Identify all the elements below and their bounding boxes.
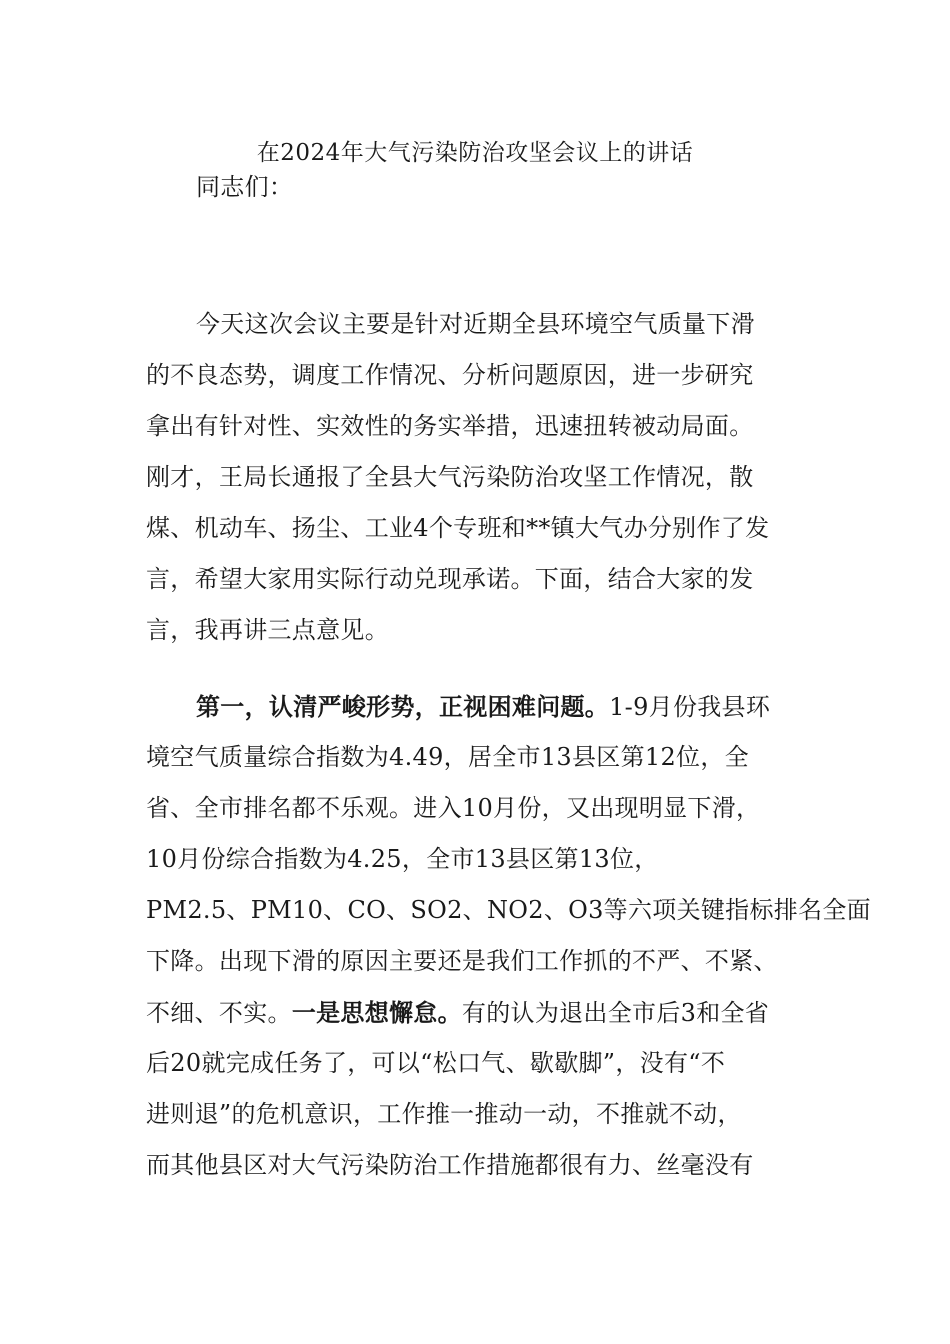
paragraph-line: 10月份综合指数为4.25，全市13县区第13位， (146, 845, 659, 873)
paragraph-line: 言，希望大家用实际行动兑现承诺。下面，结合大家的发 (146, 565, 754, 593)
sub-heading: 一是思想懈怠。 (291, 998, 462, 1027)
paragraph-line: 今天这次会议主要是针对近期全县环境空气质量下滑 (196, 310, 755, 338)
paragraph-text: 有的认为退出全市后3和全省 (461, 999, 770, 1027)
section-heading: 第一，认清严峻形势，正视困难问题。 (196, 692, 610, 721)
paragraph-line: 下降。出现下滑的原因主要还是我们工作抓的不严、不紧、 (146, 947, 778, 975)
paragraph-line: 言，我再讲三点意见。 (146, 616, 389, 644)
paragraph-line: PM2.5、PM10、CO、SO2、NO2、O3等六项关键指标排名全面 (146, 896, 871, 924)
paragraph-intro (146, 299, 806, 656)
paragraph-line: 进则退”的危机意识，工作推一推动一动，不推就不动， (146, 1100, 742, 1128)
document-title: 在2024年大气污染防治攻坚会议上的讲话 (256, 140, 694, 166)
paragraph-line: 省、全市排名都不乐观。进入10月份，又出现明显下滑， (146, 794, 761, 822)
paragraph-line: 而其他县区对大气污染防治工作措施都很有力、丝毫没有 (146, 1151, 754, 1179)
paragraph-line (146, 987, 806, 1038)
paragraph-line: 刚才，王局长通报了全县大气污染防治攻坚工作情况，散 (146, 463, 754, 491)
paragraph-line: 境空气质量综合指数为4.49，居全市13县区第12位，全 (146, 743, 749, 771)
paragraph-line: 煤、机动车、扬尘、工业4个专班和**镇大气办分别作了发 (146, 514, 770, 542)
salutation: 同志们： (196, 173, 294, 201)
paragraph-line: 后20就完成任务了，可以“松口气、歇歇脚”，没有“不 (146, 1049, 726, 1077)
paragraph-line (146, 681, 806, 732)
paragraph-first-point (146, 681, 871, 1191)
paragraph-text: 不细、不实。 (146, 999, 292, 1027)
paragraph-line: 拿出有针对性、实效性的务实举措，迅速扭转被动局面。 (146, 412, 754, 440)
paragraph-line: 的不良态势，调度工作情况、分析问题原因，进一步研究 (146, 361, 754, 389)
paragraph-text: 1-9月份我县环 (609, 693, 771, 721)
